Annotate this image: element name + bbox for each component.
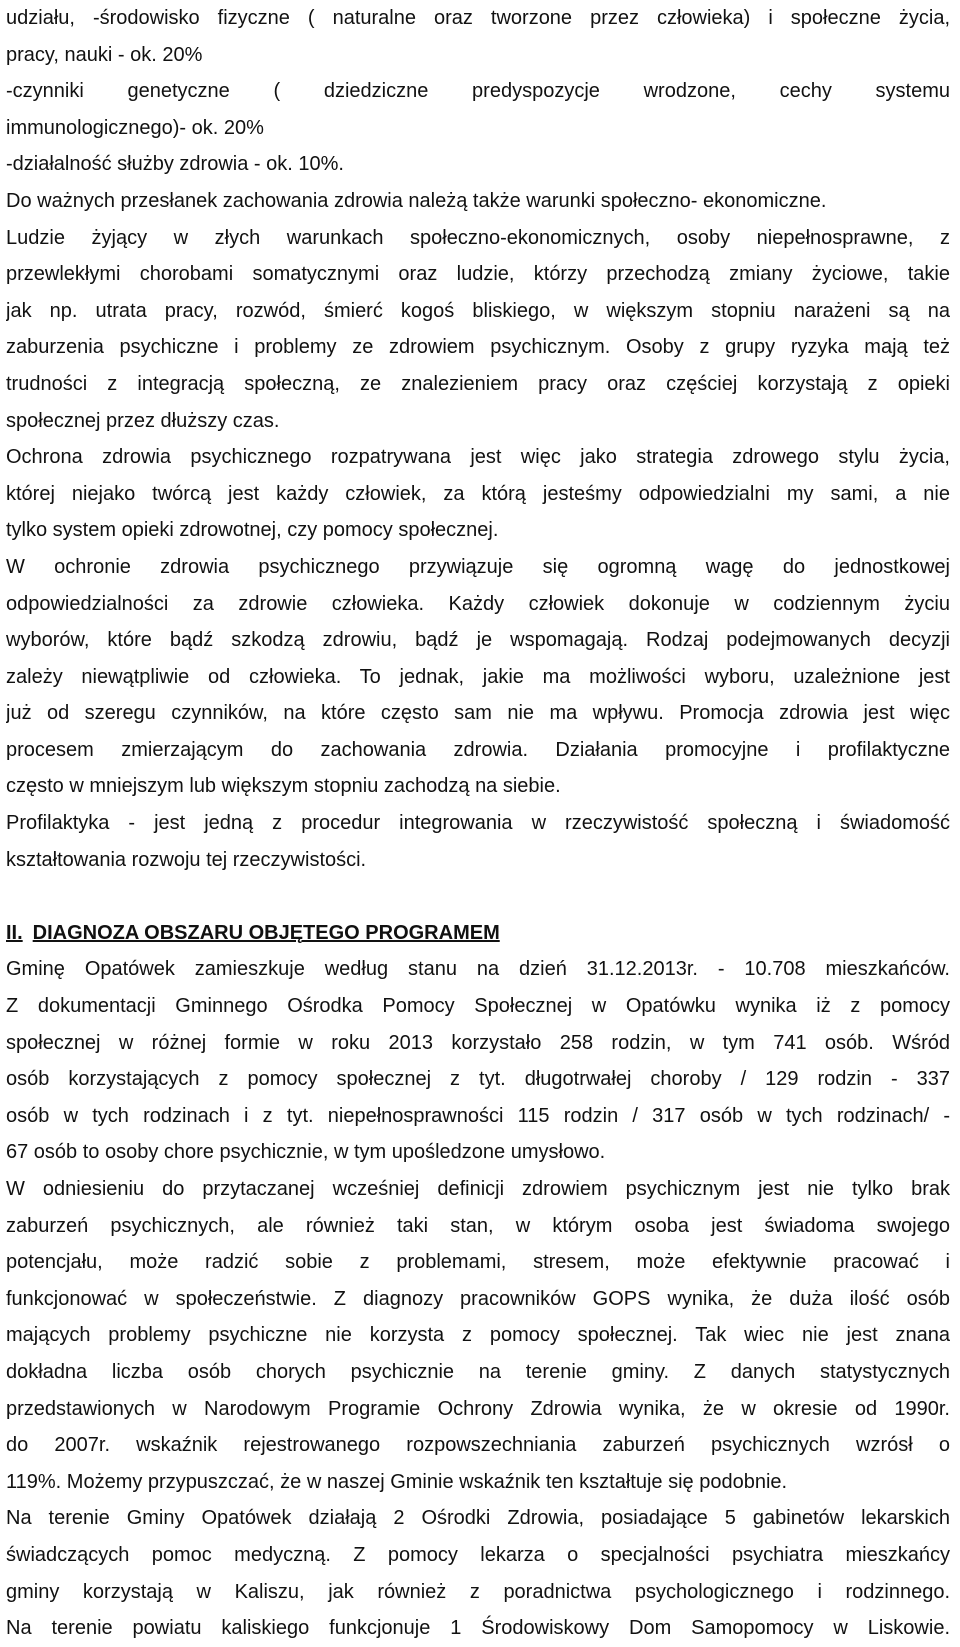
text-line: Profilaktyka - jest jedną z procedur integrowania w rzeczywistość społeczną i świadomość (6, 812, 950, 835)
text-line: wyborów, które bądź szkodzą zdrowiu, bądź je wspomagają. Rodzaj podejmowanych decyzji (6, 629, 950, 652)
text-line: zaburzenia psychiczne i problemy ze zdrowiem psychicznym. Osoby z grupy ryzyka mają też (6, 336, 950, 359)
text-line: Ludzie żyjący w złych warunkach społeczno-ekonomicznych, osoby niepełnosprawne, z (6, 226, 950, 249)
text-line: udziału, -środowisko fizyczne ( naturalne oraz tworzone przez człowieka) i społeczne życia, (6, 7, 950, 29)
text-line: mających problemy psychiczne nie korzysta z pomocy społecznej. Tak wiec nie jest znana (6, 1324, 950, 1347)
text-line: procesem zmierzającym do zachowania zdrowia. Działania promocyjne i profilaktyczne (6, 738, 950, 761)
text-line: osób korzystających z pomocy społecznej z tyt. długotrwałej choroby / 129 rodzin - 337 (6, 1068, 950, 1091)
text-line: Na terenie Gminy Opatówek działają 2 Ośrodki Zdrowia, posiadające 5 gabinetów lekarskich (6, 1507, 950, 1530)
text-line: której niejako twórcą jest każdy człowiek, za którą jesteśmy odpowiedzialni my sami, a nie (6, 482, 950, 505)
text-line: społecznej w różnej formie w roku 2013 korzystało 258 rodzin, w tym 741 osób. Wśród (6, 1031, 950, 1054)
text-line: społecznej przez dłuższy czas. (6, 409, 280, 432)
text-line: pracy, nauki - ok. 20% (6, 43, 203, 66)
text-line: Ochrona zdrowia psychicznego rozpatrywana jest więc jako strategia zdrowego stylu życia, (6, 446, 950, 469)
text-line: 119%. Możemy przypuszczać, że w naszej Gminie wskaźnik ten kształtuje się podobnie. (6, 1470, 788, 1493)
text-line: często w mniejszym lub większym stopniu zachodzą na siebie. (6, 775, 561, 798)
text-line: kształtowania rozwoju tej rzeczywistości. (6, 848, 367, 871)
text-line: tylko system opieki zdrowotnej, czy pomocy społecznej. (6, 519, 499, 542)
text-line: funkcjonować w społeczeństwie. Z diagnozy pracowników GOPS wynika, że duża ilość osób (6, 1287, 950, 1310)
section-number: II. (6, 921, 23, 944)
text-line: dokładna liczba osób chorych psychicznie na terenie gminy. Z danych statystycznych (6, 1360, 950, 1383)
text-line: zależy niewątpliwie od człowieka. To jednak, jakie ma możliwości wyboru, uzależnione jest (6, 665, 950, 688)
document-page (6, 0, 950, 1647)
text-line: 67 osób to osoby chore psychicznie, w tym upośledzone umysłowo. (6, 1141, 606, 1164)
text-line: przedstawionych w Narodowym Programie Ochrony Zdrowia wynika, że w okresie od 1990r. (6, 1397, 950, 1420)
text-line: -działalność służby zdrowia - ok. 10%. (6, 153, 344, 176)
text-line: świadczących pomoc medyczną. Z pomocy lekarza o specjalności psychiatra mieszkańcy (6, 1543, 950, 1566)
text-line: -czynniki genetyczne ( dziedziczne predyspozycje wrodzone, cechy systemu (6, 80, 950, 103)
text-line: zaburzeń psychicznych, ale również taki stan, w którym osoba jest świadoma swojego (6, 1214, 950, 1237)
text-block-health-factors (6, 0, 950, 878)
text-line: immunologicznego)- ok. 20% (6, 116, 264, 139)
text-line: W odniesieniu do przytaczanej wcześniej definicji zdrowiem psychicznym jest nie tylko brak (6, 1178, 950, 1200)
text-block-diagnosis (6, 951, 950, 1646)
text-line: W ochronie zdrowia psychicznego przywiązuje się ogromną wagę do jednostkowej (6, 555, 950, 578)
text-line: potencjału, może radzić sobie z problemami, stresem, może efektywnie pracować i (6, 1251, 950, 1274)
text-line: gminy korzystają w Kaliszu, jak również z poradnictwa psychologicznego i rodzinnego. (6, 1580, 950, 1603)
section-title: DIAGNOZA OBSZARU OBJĘTEGO PROGRAMEM (32, 921, 500, 944)
text-line: Do ważnych przesłanek zachowania zdrowia należą także warunki społeczno- ekonomiczne. (6, 189, 827, 212)
text-line: Gminę Opatówek zamieszkuje według stanu na dzień 31.12.2013r. - 10.708 mieszkańców. (6, 958, 950, 981)
text-line: już od szeregu czynników, na które często sam nie ma wpływu. Promocja zdrowia jest więc (6, 702, 950, 725)
text-line: Z dokumentacji Gminnego Ośrodka Pomocy Społecznej w Opatówku wynika iż z pomocy (6, 995, 950, 1018)
text-line: trudności z integracją społeczną, ze znalezieniem pracy oraz częściej korzystają z opieki (6, 372, 950, 395)
text-line: do 2007r. wskaźnik rejestrowanego rozpowszechniania zaburzeń psychicznych wzrósł o (6, 1434, 950, 1457)
text-line: Na terenie powiatu kaliskiego funkcjonuje 1 Środowiskowy Dom Samopomocy w Liskowie. (6, 1617, 950, 1640)
blank-line (6, 878, 950, 915)
text-line: jak np. utrata pracy, rozwód, śmierć kogoś bliskiego, w większym stopniu narażeni są na (6, 299, 950, 322)
text-line: osób w tych rodzinach i z tyt. niepełnosprawności 115 rodzin / 317 osób w tych rodzinach/ - (6, 1104, 950, 1127)
text-line: przewlekłymi chorobami somatycznymi oraz ludzie, którzy przechodzą zmiany życiowe, takie (6, 263, 950, 286)
text-line: odpowiedzialności za zdrowie człowieka. Każdy człowiek dokonuje w codziennym życiu (6, 592, 950, 615)
section-heading (6, 915, 950, 952)
